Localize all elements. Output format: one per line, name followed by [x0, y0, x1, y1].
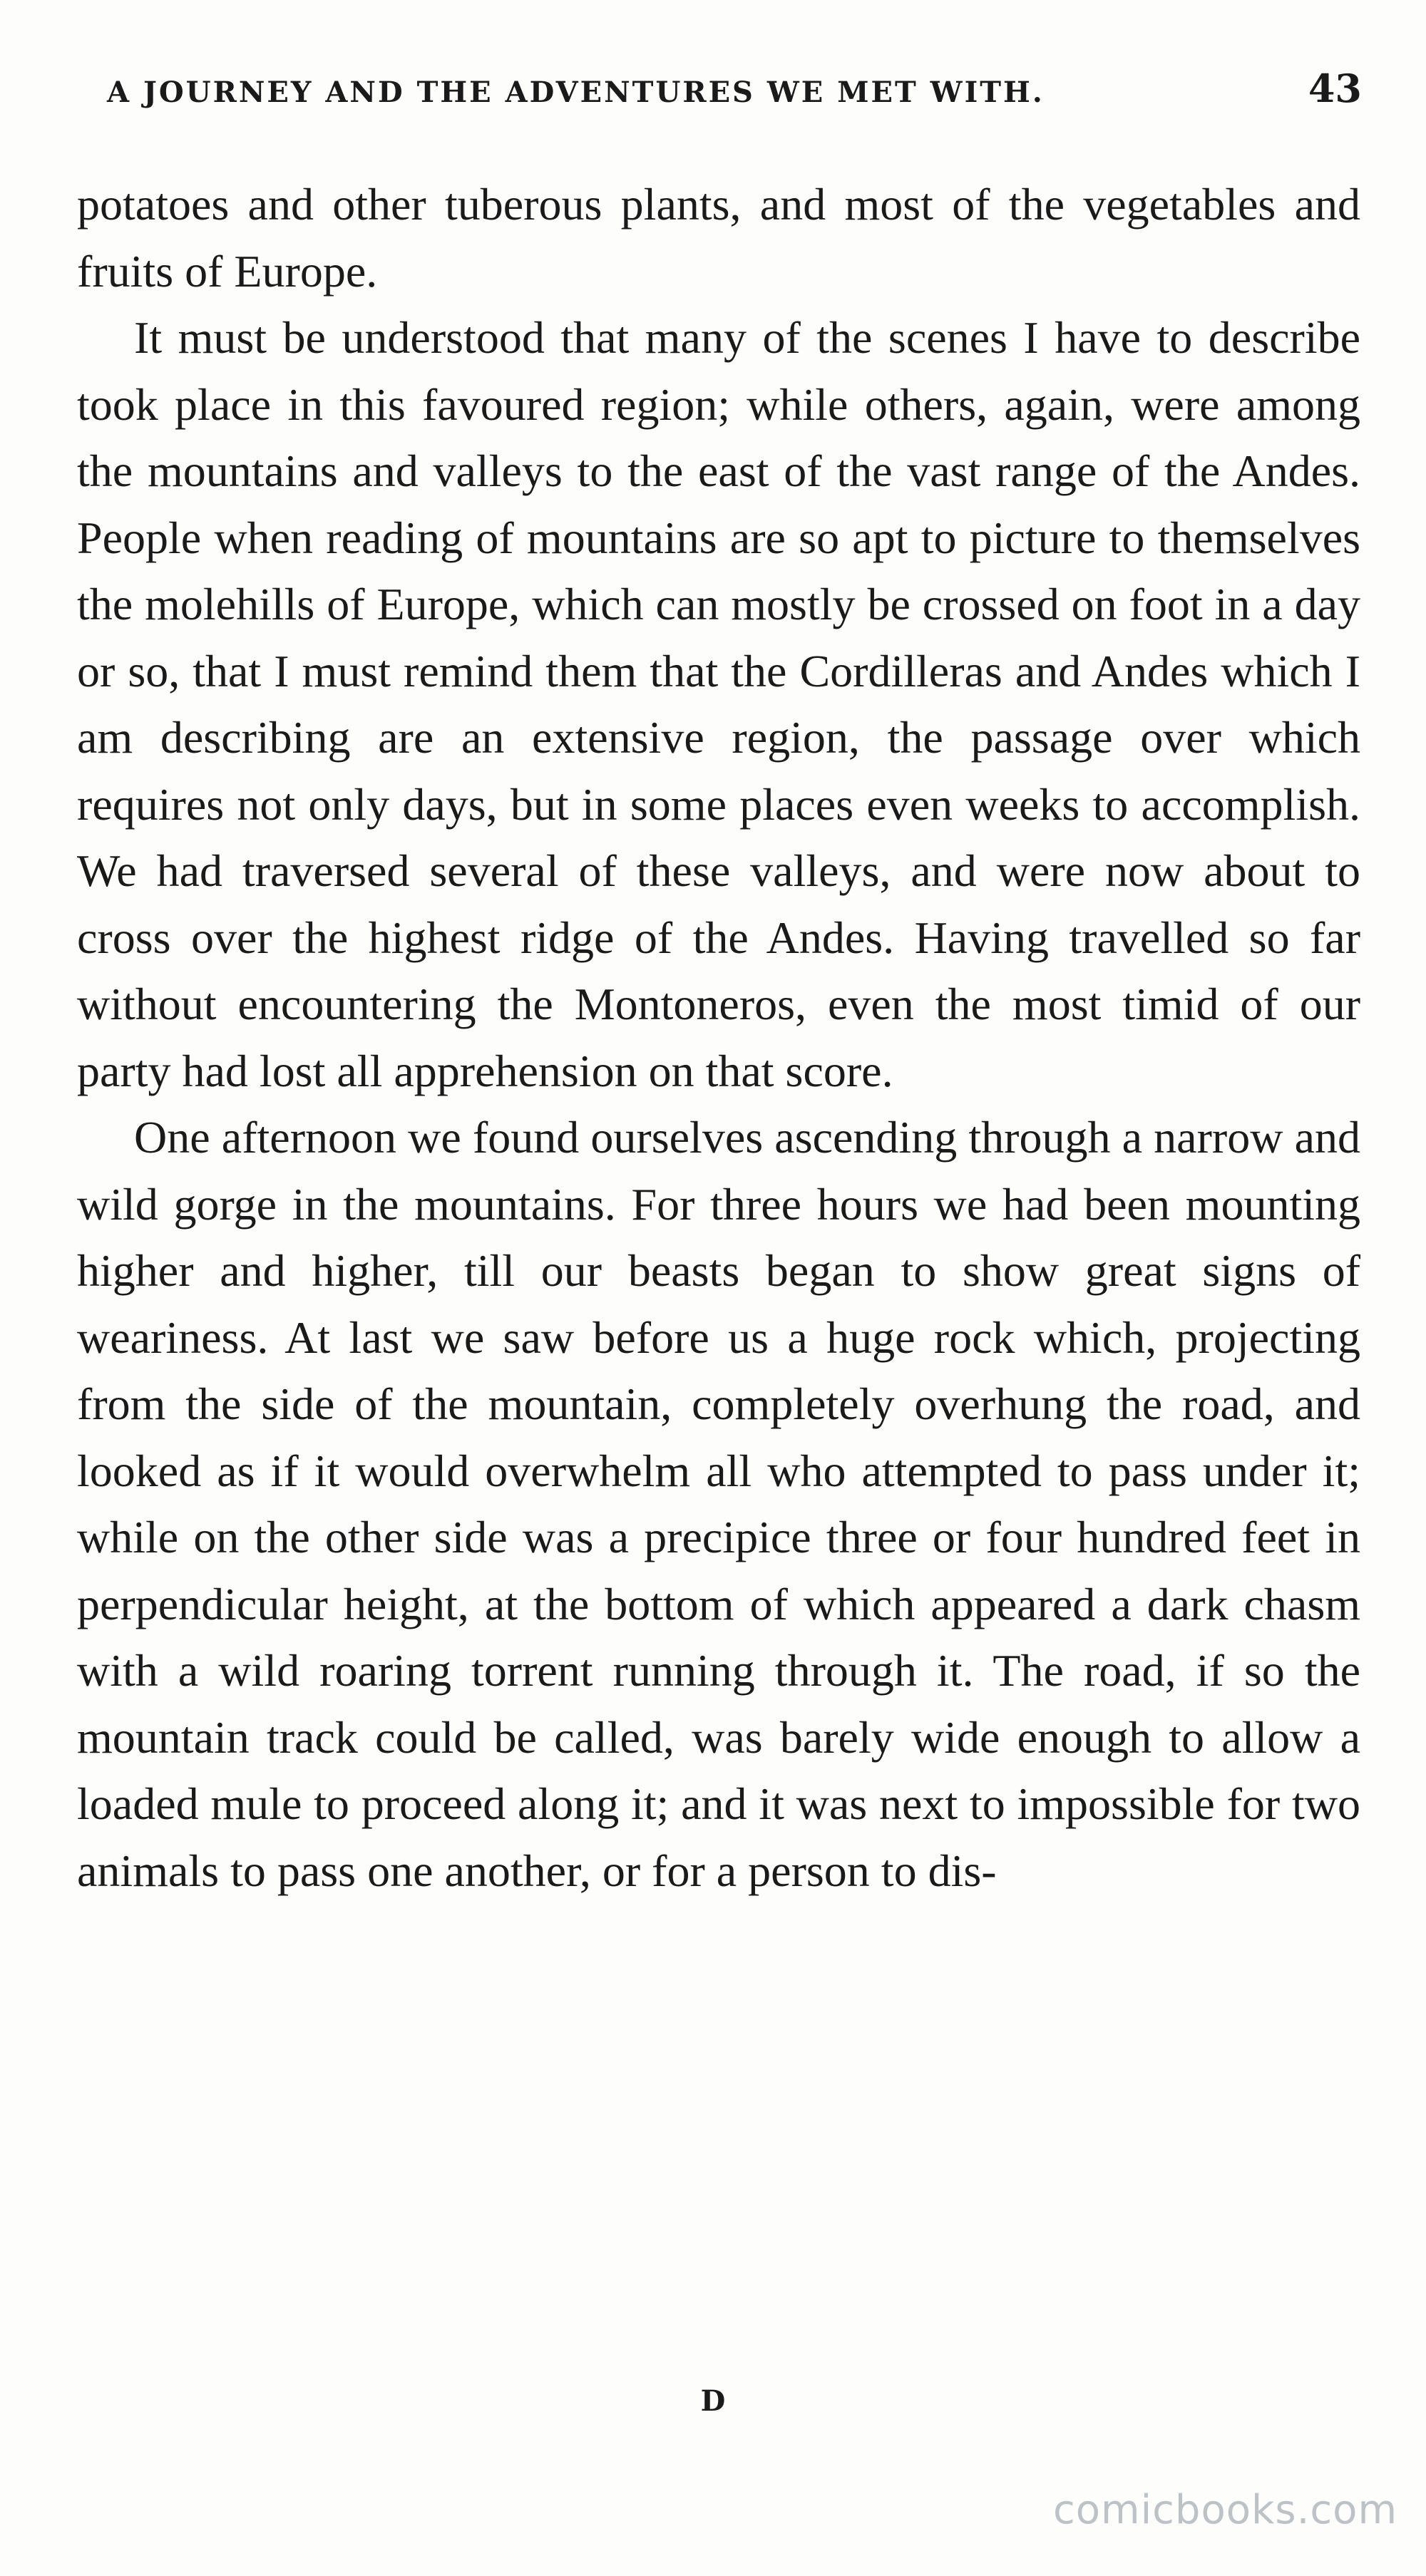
- page-number: 43: [1308, 66, 1362, 111]
- watermark: comicbooks.com: [1052, 2487, 1397, 2533]
- paragraph-continuation: potatoes and other tuberous plants, and most of the vegetables and fruits of Europe.: [77, 179, 1360, 297]
- body-text: [77, 171, 1360, 1904]
- running-title: A JOURNEY AND THE ADVENTURES WE MET WITH.: [107, 76, 1045, 109]
- signature-mark: D: [700, 2384, 726, 2418]
- paragraph: It must be understood that many of the scenes I have to describe took place in this favoured region; while others, again, were among the mountains and valleys to the east of the vast range of the Andes. People when reading of mountains are so apt to picture to themselves the molehills of Europe, which can mostly be crossed on foot in a day or so, that I must remind them that the Cordilleras and Andes which I am describing are an extensive region, the passage over which requires not only days, but in some places even weeks to accomplish. We had traversed several of these valleys, and were now about to cross over the highest ridge of the Andes. Having travelled so far without encountering the Montoneros, even the most timid of our party had lost all apprehension on that score.: [77, 312, 1360, 1096]
- running-head: [107, 66, 1362, 130]
- paragraph: One afternoon we found ourselves ascending through a narrow and wild gorge in the mountains. For three hours we had been mounting higher and higher, till our beasts began to show great signs of weariness. At last we saw before us a huge rock which, projecting from the side of the mountain, completely overhung the road, and looked as if it would overwhelm all who attempted to pass under it; while on the other side was a precipice three or four hundred feet in perpendicular height, at the bottom of which appeared a dark chasm with a wild roaring torrent running through it. The road, if so the mountain track could be called, was barely wide enough to allow a loaded mule to proceed along it; and it was next to impossible for two animals to pass one another, or for a person to dis-: [77, 1112, 1360, 1896]
